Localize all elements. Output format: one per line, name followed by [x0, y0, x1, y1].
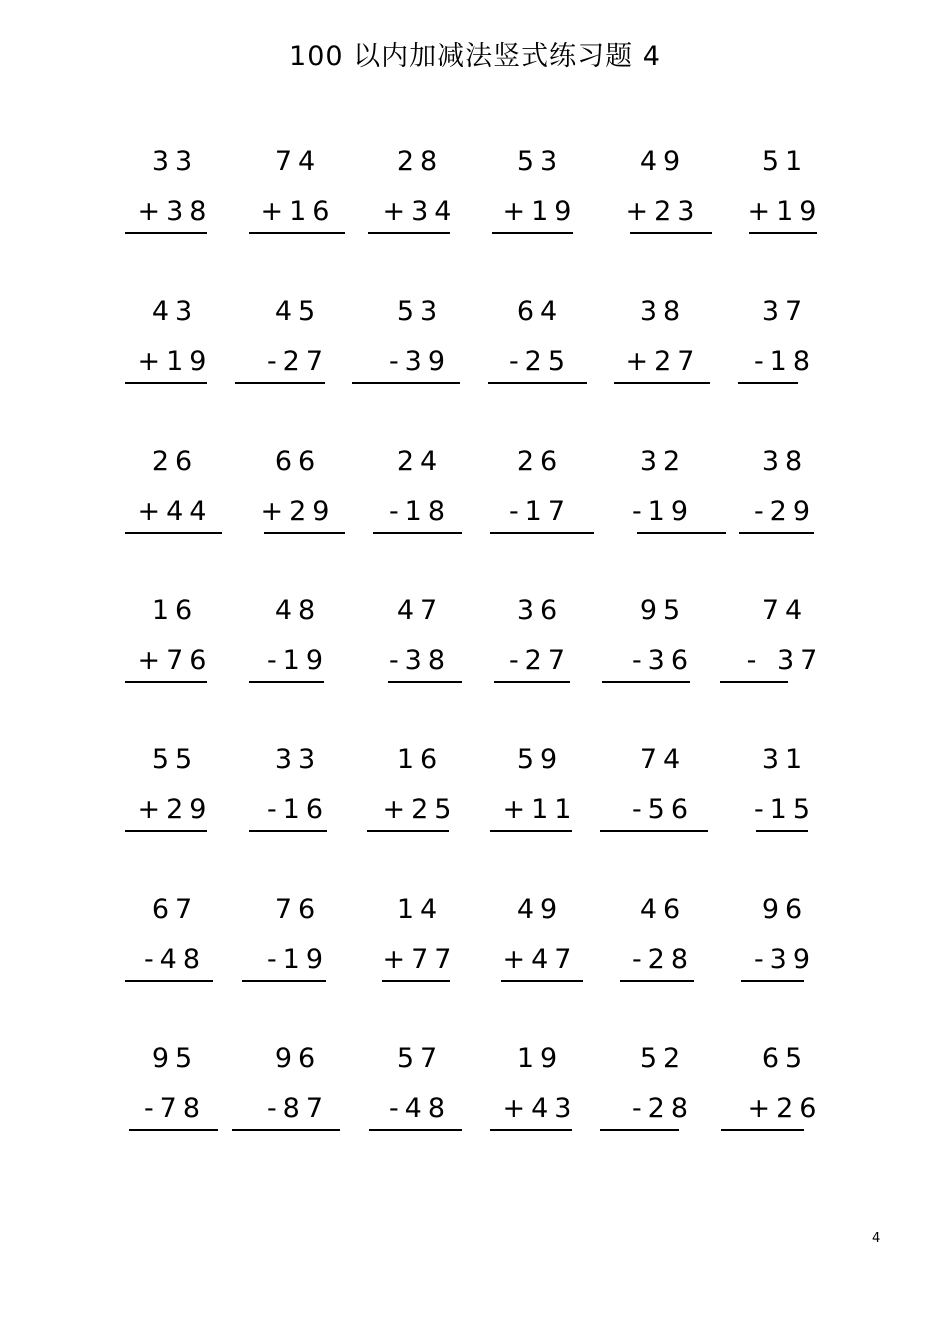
- problem: [725, 446, 845, 546]
- problem-top-number: 59: [516, 744, 564, 775]
- problem-operand: -87: [266, 1093, 330, 1124]
- problem-row: [0, 146, 950, 246]
- answer-line: [741, 980, 804, 982]
- answer-line: [249, 681, 324, 683]
- problem: [238, 595, 358, 695]
- problem-row: [0, 1043, 950, 1143]
- problem-operand: -39: [388, 346, 452, 377]
- problem-operand: -25: [508, 346, 572, 377]
- problem-top-number: 53: [396, 296, 444, 327]
- problem-operand: +23: [625, 196, 701, 227]
- answer-line: [494, 681, 570, 683]
- problem-top-number: 49: [639, 146, 687, 177]
- answer-line: [490, 532, 594, 534]
- problem: [238, 744, 358, 844]
- problem-operand: +29: [260, 496, 336, 527]
- problem-top-number: 26: [151, 446, 199, 477]
- problem: [238, 146, 358, 246]
- answer-line: [352, 382, 460, 384]
- answer-line: [620, 980, 694, 982]
- problem-top-number: 95: [151, 1043, 199, 1074]
- answer-line: [373, 532, 462, 534]
- problem-top-number: 48: [274, 595, 322, 626]
- answer-line: [368, 232, 450, 234]
- problem-top-number: 36: [516, 595, 564, 626]
- problem-top-number: 51: [761, 146, 809, 177]
- problem-operand: +29: [137, 794, 213, 825]
- problem-top-number: 43: [151, 296, 199, 327]
- answer-line: [125, 681, 207, 683]
- problem-top-number: 33: [151, 146, 199, 177]
- problem-top-number: 16: [151, 595, 199, 626]
- problem-operand: -19: [266, 944, 330, 975]
- problem: [115, 894, 235, 994]
- problem: [603, 595, 723, 695]
- problem-top-number: 31: [761, 744, 809, 775]
- answer-line: [129, 1129, 218, 1131]
- answer-line: [490, 1129, 572, 1131]
- problem: [115, 595, 235, 695]
- problem-operand: +38: [137, 196, 213, 227]
- problem: [115, 446, 235, 546]
- problem-top-number: 38: [639, 296, 687, 327]
- problem: [115, 296, 235, 396]
- problem-top-number: 66: [274, 446, 322, 477]
- problem-operand: -15: [753, 794, 817, 825]
- answer-line: [125, 830, 207, 832]
- problem: [480, 894, 600, 994]
- problem-operand: -38: [388, 645, 452, 676]
- problem: [603, 744, 723, 844]
- problem-top-number: 19: [516, 1043, 564, 1074]
- answer-line: [630, 232, 712, 234]
- answer-line: [756, 830, 808, 832]
- problem: [360, 1043, 480, 1143]
- answer-line: [242, 980, 326, 982]
- problem-operand: -27: [508, 645, 572, 676]
- answer-line: [388, 681, 462, 683]
- problem: [480, 744, 600, 844]
- answer-line: [749, 232, 817, 234]
- page-title: 100 以内加减法竖式练习题 4: [289, 41, 661, 72]
- problem-operand: +11: [502, 794, 578, 825]
- answer-line: [600, 830, 708, 832]
- problem-top-number: 28: [396, 146, 444, 177]
- problem-operand: -48: [143, 944, 207, 975]
- problem-operand: +34: [382, 196, 458, 227]
- problem-operand: +19: [502, 196, 578, 227]
- problem: [360, 296, 480, 396]
- problem: [238, 446, 358, 546]
- problem: [115, 146, 235, 246]
- problem-top-number: 45: [274, 296, 322, 327]
- problem-top-number: 95: [639, 595, 687, 626]
- problem-operand: -18: [388, 496, 452, 527]
- problem-row: [0, 894, 950, 994]
- problem: [238, 894, 358, 994]
- problem: [725, 296, 845, 396]
- problem: [360, 744, 480, 844]
- problem: [360, 894, 480, 994]
- problem-top-number: 67: [151, 894, 199, 925]
- problem-operand: +43: [502, 1093, 578, 1124]
- problem-top-number: 46: [639, 894, 687, 925]
- answer-line: [367, 830, 449, 832]
- problem-row: [0, 296, 950, 396]
- problem: [115, 744, 235, 844]
- answer-line: [490, 830, 572, 832]
- problem-operand: -17: [508, 496, 572, 527]
- problem: [480, 595, 600, 695]
- answer-line: [264, 532, 345, 534]
- answer-line: [501, 980, 583, 982]
- answer-line: [492, 232, 573, 234]
- problem-operand: -48: [388, 1093, 452, 1124]
- problem-top-number: 33: [274, 744, 322, 775]
- problem-top-number: 38: [761, 446, 809, 477]
- problem: [480, 446, 600, 546]
- problem-top-number: 49: [516, 894, 564, 925]
- problem-operand: -19: [631, 496, 695, 527]
- problem-operand: - 37: [746, 645, 824, 676]
- problem-operand: -56: [631, 794, 695, 825]
- problem-top-number: 65: [761, 1043, 809, 1074]
- problem-top-number: 57: [396, 1043, 444, 1074]
- problem: [360, 146, 480, 246]
- answer-line: [739, 532, 814, 534]
- problem: [115, 1043, 235, 1143]
- answer-line: [738, 382, 798, 384]
- problem-top-number: 96: [761, 894, 809, 925]
- problem: [725, 595, 845, 695]
- answer-line: [249, 232, 345, 234]
- answer-line: [721, 1129, 804, 1131]
- problem-row: [0, 446, 950, 546]
- problem-top-number: 47: [396, 595, 444, 626]
- problem: [603, 296, 723, 396]
- answer-line: [600, 1129, 679, 1131]
- problem-top-number: 76: [274, 894, 322, 925]
- problem: [725, 744, 845, 844]
- problem: [725, 146, 845, 246]
- problem-operand: +26: [747, 1093, 823, 1124]
- problem-operand: -28: [631, 1093, 695, 1124]
- problem-operand: +19: [747, 196, 823, 227]
- problem: [480, 146, 600, 246]
- problem-row: [0, 744, 950, 844]
- problem-top-number: 74: [639, 744, 687, 775]
- answer-line: [382, 980, 450, 982]
- problem-operand: -16: [266, 794, 330, 825]
- answer-line: [125, 532, 222, 534]
- problem-top-number: 52: [639, 1043, 687, 1074]
- problem-top-number: 53: [516, 146, 564, 177]
- problem: [360, 446, 480, 546]
- answer-line: [125, 232, 207, 234]
- problem: [603, 1043, 723, 1143]
- problem-operand: -29: [753, 496, 817, 527]
- problem-top-number: 55: [151, 744, 199, 775]
- problem-operand: -18: [753, 346, 817, 377]
- answer-line: [232, 1129, 340, 1131]
- answer-line: [235, 382, 325, 384]
- problem-operand: -27: [266, 346, 330, 377]
- problem-operand: +76: [137, 645, 213, 676]
- problem: [480, 1043, 600, 1143]
- problem-operand: +19: [137, 346, 213, 377]
- answer-line: [488, 382, 587, 384]
- answer-line: [602, 681, 690, 683]
- problem-top-number: 37: [761, 296, 809, 327]
- problem-operand: +44: [137, 496, 213, 527]
- problem: [603, 894, 723, 994]
- problem-operand: -78: [143, 1093, 207, 1124]
- problem-operand: -28: [631, 944, 695, 975]
- problem: [725, 1043, 845, 1143]
- answer-line: [125, 382, 207, 384]
- problem-operand: +77: [382, 944, 458, 975]
- answer-line: [720, 681, 788, 683]
- problem-operand: +16: [260, 196, 336, 227]
- answer-line: [125, 980, 213, 982]
- problem: [480, 296, 600, 396]
- problem-top-number: 26: [516, 446, 564, 477]
- problem-operand: -39: [753, 944, 817, 975]
- problem: [360, 595, 480, 695]
- problem: [238, 296, 358, 396]
- page-number: 4: [872, 1231, 881, 1246]
- problem: [238, 1043, 358, 1143]
- problem-operand: +25: [382, 794, 458, 825]
- problem-top-number: 16: [396, 744, 444, 775]
- problem-operand: -19: [266, 645, 330, 676]
- problem-top-number: 74: [761, 595, 809, 626]
- problem-operand: +47: [502, 944, 578, 975]
- answer-line: [369, 1129, 462, 1131]
- problem: [603, 446, 723, 546]
- problem-top-number: 74: [274, 146, 322, 177]
- problem-operand: -36: [631, 645, 695, 676]
- answer-line: [614, 382, 710, 384]
- problem-operand: +27: [625, 346, 701, 377]
- problem-top-number: 14: [396, 894, 444, 925]
- problem-top-number: 96: [274, 1043, 322, 1074]
- answer-line: [249, 830, 327, 832]
- answer-line: [637, 532, 726, 534]
- problem-top-number: 32: [639, 446, 687, 477]
- problem: [725, 894, 845, 994]
- problem-row: [0, 595, 950, 695]
- problem-top-number: 24: [396, 446, 444, 477]
- problem-top-number: 64: [516, 296, 564, 327]
- problem: [603, 146, 723, 246]
